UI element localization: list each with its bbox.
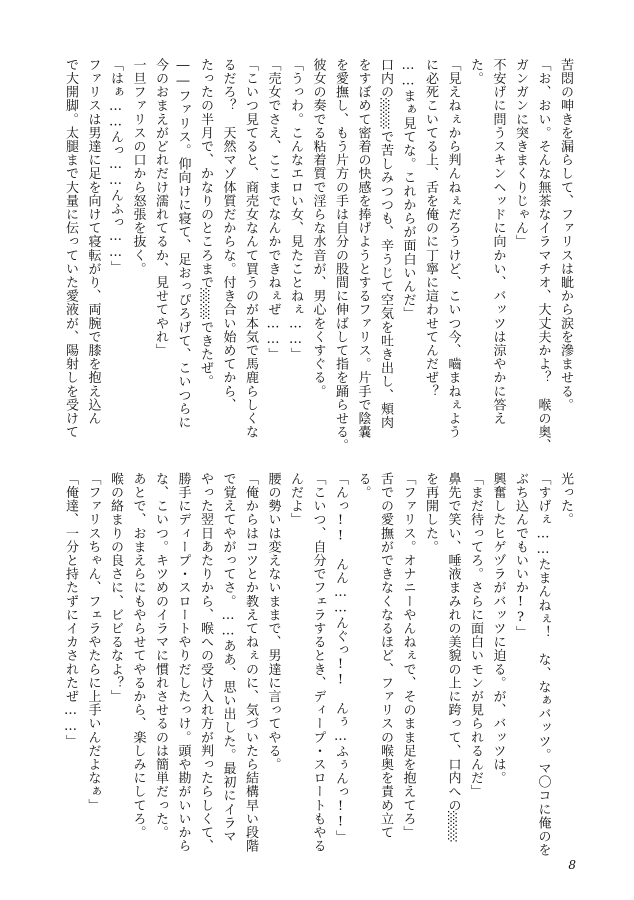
text-line: ――ファリス。仰向けに寝て、足おっぴろげて、こいつらに (175, 58, 191, 430)
text-line: 不安げに問うスキンヘッドに向かい、バッツは涼やかに答え (490, 58, 506, 426)
text-line: 彼女の奏でる粘着質で淫らな水音が、男心をくすぐる。 (310, 58, 326, 398)
text-line: 一旦ファリスの口から怒張を抜く。 (130, 58, 146, 276)
text-line: 「俺達、一分と持たずにイカされたぜ……」 (63, 472, 78, 748)
text-line: 興奮したヒゲヅラがバッツに迫る。が、バッツは。 (490, 472, 506, 785)
text-line: 喉の絡まりの良さに、ビビるなよ？」 (108, 472, 123, 704)
text-line: 「お、おい。そんな無茶なイラマチオ、大丈夫かよ？ 喉の奥、 (535, 58, 551, 453)
text-line: 今のおまえがどれだけ濡れてるか、見せてやれ」 (153, 58, 168, 358)
text-line: 「うっわ。こんなエロい女、見たことねぇ……」 (288, 58, 303, 362)
text-line: 「まだ待ってろ。さらに面白いモンが見られるんだ」 (468, 472, 483, 799)
text-line: 「こいつ見てると、商売女なんて買うのが本気で馬鹿らしくな (243, 58, 258, 439)
text-line: 「ファリスちゃん、フェラやたらに上手いんだよなぁ」 (85, 472, 101, 812)
text-line: 「んっ!! んん……んぐっ!! んぅ…ふぅんっ!!」 (333, 472, 348, 844)
text-line: 勝手にディープ・スロートやりだしたっけ。頭や勘がいいから (175, 472, 191, 853)
text-line: 「はぁ……んっ……んふっ……」 (108, 58, 123, 274)
text-line: な、こいつ。キツめのイラマに慣れさせるのは簡単だった。 (153, 472, 168, 840)
text-line: んだよ」 (288, 472, 303, 527)
lower-text-block (59, 472, 577, 857)
text-line: た。 (468, 58, 483, 86)
page-number: 8 (568, 858, 576, 872)
text-line: やった翌日あたりから、喉への受け入れ方が判ったらしくて、 (198, 472, 213, 853)
text-line: 腰の勢いは変えないままで、男達に言ってやる。 (265, 472, 281, 772)
text-line: で大開脚。太腿まで大量に伝っていた愛液が、陽射しを受けて (63, 58, 78, 439)
text-line: る。 (355, 472, 371, 500)
text-line: 「俺からはコツとか教えてねぇのに、気づいたら結構早い段階 (243, 472, 258, 853)
text-line: 「すげぇ……たまんねぇ！ な、なぁバッツ。マ〇コに俺のを (535, 472, 551, 857)
text-line: ガンガンに突きまくりじゃん」 (513, 58, 528, 249)
text-line: ……まぁ見てな。これからが面白いんだ」 (400, 58, 416, 321)
text-line: を再開した。 (423, 472, 438, 554)
text-line: 光った。 (558, 472, 573, 527)
text-line: 舌での愛撫ができなくなるほど、ファリスの喉奥を責め立て (378, 472, 393, 840)
text-line: ぶち込んでもいいか!?」 (513, 472, 528, 640)
text-line: 「見えねぇから判んねぇだろうけど、こいつ今、嚙まねぇよう (445, 58, 461, 439)
text-line: ファリスは男達に足を向けて寝転がり、両腕で膝を抱え込ん (85, 58, 101, 426)
text-line: 口内の░░で苦しみつつも、辛うじて空気を吐き出し、頰肉 (378, 58, 393, 430)
text-line: たったの半月で、かなりのところまで░░できたぜ。 (198, 58, 213, 389)
text-line: 「ファリス。オナニーやんねぇで、そのまま足を抱えてろ」 (400, 472, 416, 840)
text-line: 「売女でさえ、ここまでなんかできねぇぜ……」 (265, 58, 281, 362)
upper-text-block (59, 58, 577, 453)
text-line: で覚えてやがってさ。……ああ、思い出した。最初にイラマ (220, 472, 236, 844)
text-line: るだろ？ 天然マゾ体質だからな。付き合い始めてから、 (220, 58, 236, 412)
text-line: を愛撫し、もう片方の手は自分の股間に伸ばして指を踊らせる。 (333, 58, 348, 453)
text-line: 「こいつ、自分でフェラするとき、ディープ・スロートもやる (310, 472, 326, 853)
text-line: に必死こいてる上、舌を俺のに丁寧に這わせてんだぜ？ (423, 58, 438, 398)
text-line: 鼻先で笑い、唾液まみれの美貌の上に跨って、口内への░░ (445, 472, 461, 844)
text-line: あとで、おまえらにもやらせてやるから、楽しみにしてろ。 (130, 472, 146, 840)
text-line: 苦悶の呻きを漏らして、ファリスは眦から涙を滲ませる。 (558, 58, 573, 412)
text-line: をすぼめて密着の快感を捧げようとするファリス。片手で陰嚢 (355, 58, 371, 439)
